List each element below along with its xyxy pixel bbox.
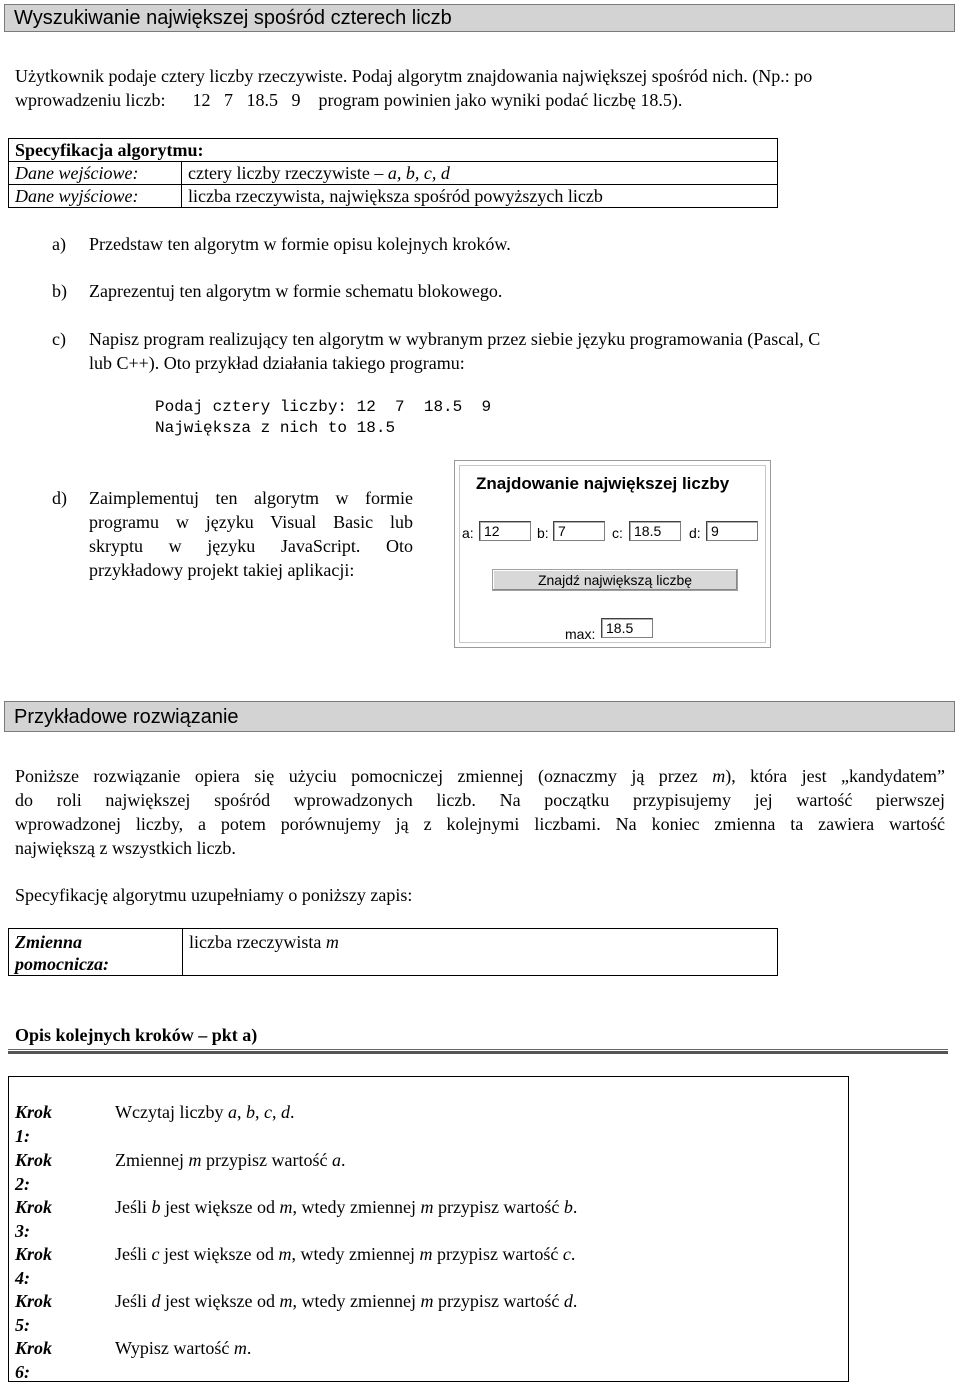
step-4-text: Jeśli c jest większe od m, wtedy zmiennej m przypisz wartość c. [115, 1244, 576, 1264]
field-c-label: c: [612, 525, 623, 541]
field-d-input[interactable]: 9 [706, 521, 758, 541]
task-a: a) Przedstaw ten algorytm w formie opisu kolejnych kroków. [52, 234, 511, 254]
step-5-text: Jeśli d jest większe od m, wtedy zmiennej m przypisz wartość d. [115, 1291, 578, 1311]
console-line-2: Największa z nich to 18.5 [155, 419, 396, 437]
field-a-label: a: [462, 525, 474, 541]
field-d-label: d: [689, 525, 701, 541]
aux-variable-table [8, 928, 778, 976]
field-b-input[interactable]: 7 [553, 521, 605, 541]
app-frame [459, 465, 766, 643]
aux-variable-label-cell [9, 929, 183, 975]
section-header-solution: Przykładowe rozwiązanie [4, 701, 955, 732]
task-c: c) Napisz program realizujący ten algorytm w wybranym przez siebie języku programowania (Pascal, C lub C++). Oto przykład działania takiego programu: [52, 329, 821, 373]
step-3-text: Jeśli b jest większe od m, wtedy zmiennej m przypisz wartość b. [115, 1197, 578, 1217]
solution-para-line-1: Poniższe rozwiązanie opiera się użyciu pomocniczej zmiennej (oznaczmy ją przez m), która jest „kandydatem” [15, 766, 945, 786]
intro-line-1: Użytkownik podaje cztery liczby rzeczywiste. Podaj algorytm znajdowania największej spośród nich. (Np.: po [15, 66, 813, 86]
task-d: d) Zaimplementuj ten algorytm w formie programu w języku Visual Basic lub skryptu w języku JavaScript. Oto przykładowy projekt takiej aplikacji: [52, 488, 413, 580]
spec-input-label: Dane wejściowe: [9, 162, 182, 185]
app-title: Znajdowanie największej liczby [476, 474, 730, 493]
aux-variable-label-1: Zmienna [15, 932, 83, 952]
task-b: b) Zaprezentuj ten algorytm w formie schematu blokowego. [52, 281, 503, 301]
step-6-text: Wypisz wartość m. [115, 1338, 252, 1358]
find-max-button[interactable]: Znajdź największą liczbę [492, 569, 738, 591]
app-screenshot [454, 460, 771, 648]
section-header-problem: Wyszukiwanie największej spośród czterech liczb [4, 4, 955, 32]
console-line-1: Podaj cztery liczby: 12 7 18.5 9 [155, 398, 492, 416]
steps-title-rule [8, 1049, 948, 1054]
field-c-input[interactable]: 18.5 [629, 521, 681, 541]
solution-para-line-2: do roli największej spośród wprowadzonych liczb. Na początku przypisujemy jej wartość pierwszej [15, 790, 945, 810]
solution-para-line-4: największą z wszystkich liczb. [15, 838, 236, 858]
result-label: max: [565, 626, 596, 642]
intro-line-2: wprowadzeniu liczb: 12 7 18.5 9 program powinien jako wyniki podać liczbę 18.5). [15, 90, 683, 110]
solution-para-line-3: wprowadzonej liczby, a potem porównujemy ją z kolejnymi liczbami. Na koniec zmienna ta zawiera wartość [15, 814, 945, 834]
steps-title: Opis kolejnych kroków – pkt a) [15, 1025, 258, 1045]
spec-title: Specyfikacja algorytmu: [9, 139, 778, 162]
aux-variable-value: liczba rzeczywista m [189, 932, 339, 952]
spec-output-value: liczba rzeczywista, największa spośród powyższych liczb [182, 185, 778, 208]
aux-variable-label-2: pomocnicza: [15, 954, 109, 974]
step-2-text: Zmiennej m przypisz wartość a. [115, 1150, 346, 1170]
spec-table [8, 138, 778, 208]
field-b-label: b: [537, 525, 549, 541]
spec-output-label: Dane wyjściowe: [9, 185, 182, 208]
result-output: 18.5 [601, 618, 653, 638]
spec-supplement-text: Specyfikację algorytmu uzupełniamy o poniższy zapis: [15, 885, 413, 905]
step-1-text: Wczytaj liczby a, b, c, d. [115, 1102, 295, 1122]
spec-input-value: cztery liczby rzeczywiste – a, b, c, d [182, 162, 778, 185]
field-a-input[interactable]: 12 [479, 521, 531, 541]
